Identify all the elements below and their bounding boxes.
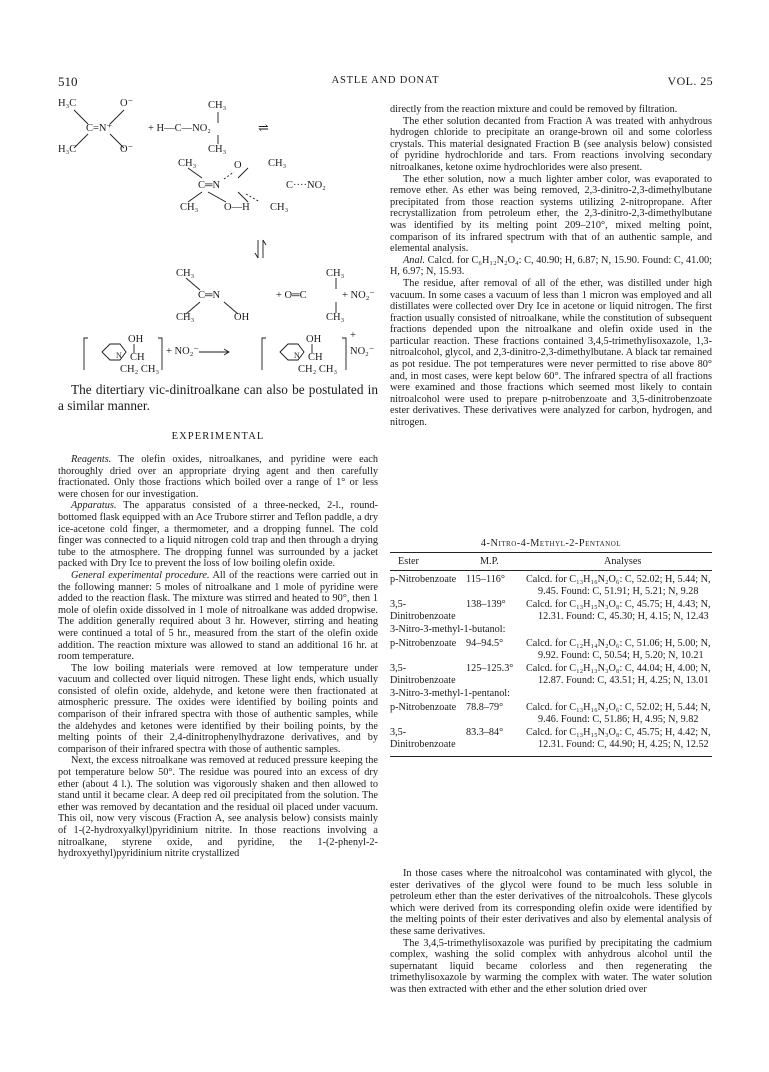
- table-row: [390, 574, 712, 597]
- section-heading-experimental: EXPERIMENTAL: [171, 431, 265, 442]
- dinitroalkane-statement: [58, 382, 378, 413]
- ether-paragraph: The ether solution decanted from Fraction A was treated with anhydrous hydrogen chloride to precipitate an orange-brown oil and some colorless crystals. This material designated Fraction B (see analysis below) consisted of pyridine hydrochloride and tars. From reactions involving secondary nitroalkanes, ketone oxime hydrochlorides were also present.: [390, 115, 712, 173]
- ester-cell: 3,5-Dinitrobenzoate: [390, 599, 456, 622]
- reagents-paragraph: [58, 454, 378, 500]
- atom-o-r2: O: [234, 160, 242, 171]
- continued-paragraph: directly from the reaction mixture and could be removed by filtration.: [390, 104, 678, 115]
- product-nitrite: + NO₂⁻: [342, 290, 375, 301]
- atom-oh-r3: OH: [234, 312, 250, 323]
- procedure-paragraph: [58, 570, 378, 663]
- atom-h3c-bottom: H₃C: [58, 144, 77, 155]
- atom-oh-r4-left: OH: [128, 334, 144, 345]
- analysis-cell: Calcd. for C₁₃H₁₆N₂O₆: C, 52.02; H, 5.44; N, 9.45. Found: C, 51.91; H, 5.21; N, 9.28: [526, 574, 711, 597]
- scheme-bonds: [58, 98, 388, 370]
- isoxazole-paragraph: The 3,4,5-trimethylisoxazole was purified by precipitating the cadmium complex, washing the solid complex with anhydrous alcohol until the supernatant liquid became colorless and then regenerating the trimethylisoxazole by warming the complex with water. The water solution was then extracted with ether and the ether solution dried over: [390, 937, 712, 995]
- ester-cell: p-Nitrobenzoate: [390, 574, 457, 585]
- statement-paragraph: The ditertiary vic-dinitroalkane can also be postulated in a similar manner.: [58, 382, 378, 413]
- ester-cell: 3,5-Dinitrobenzoate: [390, 663, 456, 686]
- procedure-text: All of the reactions were carried out in the following manner: 5 moles of nitroalkane and 1 mole of pyridine were added to the reaction flask. The mixture was stirred and heated to 90°, then 1 mole of olefin oxide dissolved in 1 mole of nitroalkane was added dropwise. The addition generally required about 3 hr. However, stirring and heating were continued a total of 5 hr., measured from the start of the olefin oxide addition. The reaction mixture was allowed to stand an additional 16 hr. at room temperature.: [58, 569, 378, 663]
- table-bottom-rule: [390, 756, 712, 757]
- column-header: Ester: [398, 556, 419, 567]
- residue-paragraph: The residue, after removal of all of the ether, was distilled under high vacuum. In some cases a vacuum of less than 1 micron was employed and all distillates were collected over Dry Ice in acetone or liquid nitrogen. The first fraction usually consisted of nitroalkane, while the constitution of subsequent fractions depended upon the nitroalkane and olefin oxide used in the particular reaction. These fractions contained 3,4,5-trimethylisoxazole, 1,3-nitroalcohol, glycol, and 2,3-dinitro-2,3-dimethylbutane. A black tar remained as pot residue. The pot temperatures were never permitted to rise above 80° and, in most cases, were kept below 60°. The infrared spectra of all fractions were examined and those fractions which seemed most likely to contain nitroalcohol were used to prepare p-nitrobenzoate and 3,5-dinitrobenzoate ester derivatives. These derivatives were analyzed for carbon, hydrogen, and nitrogen.: [390, 277, 712, 429]
- product-ketone: + O═C: [276, 290, 307, 301]
- mp-cell: 125–125.3°: [466, 663, 514, 675]
- table-header: [390, 553, 712, 571]
- atom-ch3-r3a: CH₃: [176, 268, 195, 279]
- ester-table: [390, 552, 712, 757]
- low-boiling-paragraph: The low boiling materials were removed at low temperature under vacuum and collected over liquid nitrogen. These light ends, which usually consisted of olefin oxide, aldehyde, and ketone were then fractionated at atmospheric pressure. The oxides were identified by boiling points and comparison of their infrared spectra with those of authentic samples, while the aldehydes and ketones were identified by their boiling points, by the melting points of their 2,4-dinitrophenylhydrazone derivatives, and by comparison of their infrared spectra with those of authentic samples.: [58, 662, 378, 755]
- table-title: 4-Nitro-4-Methyl-2-Pentanol: [480, 538, 622, 549]
- atom-ch-r4-left: CH: [130, 352, 145, 363]
- atom-ch2ch3-r4-left: CH₂ CH₃: [120, 364, 160, 375]
- analysis-paragraph: [390, 255, 712, 278]
- reagents-label: Reagents.: [71, 454, 112, 465]
- atom-n-r4-left: N: [116, 351, 122, 360]
- ester-cell: p-Nitrobenzoate: [390, 637, 457, 649]
- left-column: [58, 454, 378, 860]
- atom-ch3-r3b: CH₃: [326, 268, 345, 279]
- analysis-cell: Calcd. for C₁₂H₁₄N₂O₆: C, 51.06; H, 5.00; N, 9.92. Found: C, 50.54; H, 5.20; N, 10.21: [526, 637, 711, 661]
- anion-no2-r4-right: NO₂⁻: [350, 346, 375, 357]
- table-group-label: 3-Nitro-3-methyl-1-butanol:: [390, 624, 506, 636]
- table-row: [390, 702, 712, 725]
- analysis-cell: Calcd. for C₁₃H₁₅N₃O₈: C, 45.75; H, 4.43; N, 12.31. Found: C, 45.30; H, 4.15; N, 12.43: [526, 599, 711, 622]
- atom-ch2ch3-r4-right: CH₂ CH₃: [298, 364, 338, 375]
- atom-n-r4-right: N: [294, 351, 300, 360]
- atom-ch3-r2c: CH₃: [180, 202, 199, 213]
- analysis-cell: Calcd. for C₁₃H₁₆N₂O₆: C, 52.02; H, 5.44; N, 9.46. Found: C, 51.86; H, 4.95; N, 9.82: [526, 701, 711, 725]
- atom-ch3-r3c: CH₃: [176, 312, 195, 323]
- atom-ch3-r2b: CH₃: [268, 158, 287, 169]
- right-column-upper: [390, 104, 712, 429]
- atom-ch3-r2d: CH₃: [270, 202, 289, 213]
- mp-cell: 94–94.5°: [466, 637, 504, 649]
- atom-oh-r2: O—H: [224, 202, 250, 213]
- reactant-nitroalkane: + H—C—NO₂: [148, 123, 211, 134]
- ether-paragraph-2: The ether solution, now a much lighter amber color, was evaporated to remove ether. As ether was being removed, 2,3-dinitro-2,3-dimethylbutane precipitated from those reaction systems utilizing 2-nitropropane. After recrystallization from petroleum ether, the 2,3-dinitro-2,3-dimethylbutane was identified by its melting point 209–210°, mixed melting point, comparison of its infrared spectrum with that of an authentic sample, and elemental analysis.: [390, 173, 712, 255]
- atom-c-n-plus: C=N⁺: [86, 123, 113, 134]
- analysis-text: Calcd. for C₆H₁₂N₂O₄: C, 40.90; H, 6.87; N, 15.90. Found: C, 41.00; H, 6.97; N, 15.93.: [390, 254, 712, 278]
- apparatus-paragraph: [58, 500, 378, 570]
- apparatus-label: Apparatus.: [71, 500, 117, 512]
- analysis-label: Anal.: [403, 254, 426, 266]
- atom-ch3-r2a: CH₃: [178, 158, 197, 169]
- anion-no2-r4-left: + NO₂⁻: [166, 346, 199, 357]
- atom-o-minus-top: O⁻: [120, 98, 134, 109]
- mp-cell: 115–116°: [466, 574, 505, 585]
- page-number: 510: [58, 74, 78, 89]
- table-row: [390, 727, 712, 750]
- reaction-scheme: [58, 98, 388, 375]
- analysis-cell: Calcd. for C₁₂H₁₃N₃O₈: C, 44.04; H, 4.00; N, 12.87. Found: C, 43.51; H, 4.25; N, 13.01: [526, 663, 711, 686]
- atom-c-no2-r2: C····NO₂: [286, 180, 326, 191]
- ester-cell: p-Nitrobenzoate: [390, 701, 457, 713]
- table-row: [390, 599, 712, 622]
- atom-o-minus-bottom: O⁻: [120, 144, 134, 155]
- analysis-cell: Calcd. for C₁₃H₁₅N₃O₈: C, 45.75; H, 4.42; N, 12.31. Found: C, 44.90; H, 4.25; N, 12.52: [526, 727, 711, 750]
- right-column-lower: [390, 868, 712, 996]
- atom-ch3-top: CH₃: [208, 100, 227, 111]
- charge-plus-r4: +: [350, 330, 356, 341]
- next-paragraph: Next, the excess nitroalkane was removed at reduced pressure keeping the pot temperature below 50°. The residue was poured into an excess of dry ether (about 4 l.). The solution was vigorously shaken and then allowed to stand until it became clear. A deep red oil precipitated from the solution. The ether was removed by decantation and the residual oil placed under vacuum. This oil, now very viscous (Fraction A, see analysis below) consists mainly of 1-(2-hydroxyalkyl)pyridinium nitrite. In those reactions involving a nitroalkane, styrene oxide, and pyridine, the 1-(2-phenyl-2-hydroxyethyl)pyridinium nitrite crystallized: [58, 755, 378, 860]
- atom-ch-r4-right: CH: [308, 352, 323, 363]
- table-group-label: 3-Nitro-3-methyl-1-pentanol:: [390, 688, 510, 700]
- volume-label: VOL. 25: [667, 74, 713, 88]
- column-header: Analyses: [604, 556, 642, 567]
- ester-cell: 3,5-Dinitrobenzoate: [390, 727, 456, 750]
- table-body: [390, 574, 712, 750]
- procedure-label: General experimental procedure.: [71, 569, 210, 581]
- atom-ch3-bottom: CH₃: [208, 144, 227, 155]
- atom-h3c-top: H₃C: [58, 98, 77, 109]
- glycol-paragraph: In those cases where the nitroalcohol was contaminated with glycol, the ester derivatives of the glycol were found to be much less soluble in petroleum ether than the ester derivatives of the nitroalcohols. These glycols which were derived from its corresponding olefin oxide were identified by the melting points of their ester derivatives and also by elemental analysis of these same derivatives.: [390, 868, 712, 937]
- atom-ch3-r3d: CH₃: [326, 312, 345, 323]
- equilibrium-arrow-icon: ⇌: [258, 120, 269, 135]
- column-header: M.P.: [480, 556, 499, 567]
- running-header: [58, 74, 713, 92]
- running-title: ASTLE AND DONAT: [331, 75, 440, 86]
- mp-cell: 138–139°: [466, 599, 506, 611]
- table-row: [390, 663, 712, 686]
- mp-cell: 83.3–84°: [466, 727, 504, 739]
- apparatus-text: The apparatus consisted of a three-necked, 2-l., round-bottomed flask equipped with an Ace Trubore stirrer and Teflon paddle, a dry ice-acetone cold finger, a thermometer, and a dropping funnel. The cold finger was connected to a liquid nitrogen cold trap and then through a drying tube to the atmosphere. The dropping funnel was surrounded by a jacket packed with Dry Ice to prevent the loss of low boiling olefin oxide.: [58, 500, 378, 570]
- table-row: [390, 638, 712, 661]
- atom-c-n-r2: C═N: [198, 180, 221, 191]
- atom-oh-r4-right: OH: [306, 334, 322, 345]
- mp-cell: 78.8–79°: [466, 701, 504, 713]
- reagents-text: The olefin oxides, nitroalkanes, and pyridine were each thoroughly dried over an appropriate drying agent and then carefully fractionated. Only those fractions which boiled over a range of 1° or less were chosen for our investigation.: [58, 454, 378, 500]
- atom-c-n-r3: C═N: [198, 290, 221, 301]
